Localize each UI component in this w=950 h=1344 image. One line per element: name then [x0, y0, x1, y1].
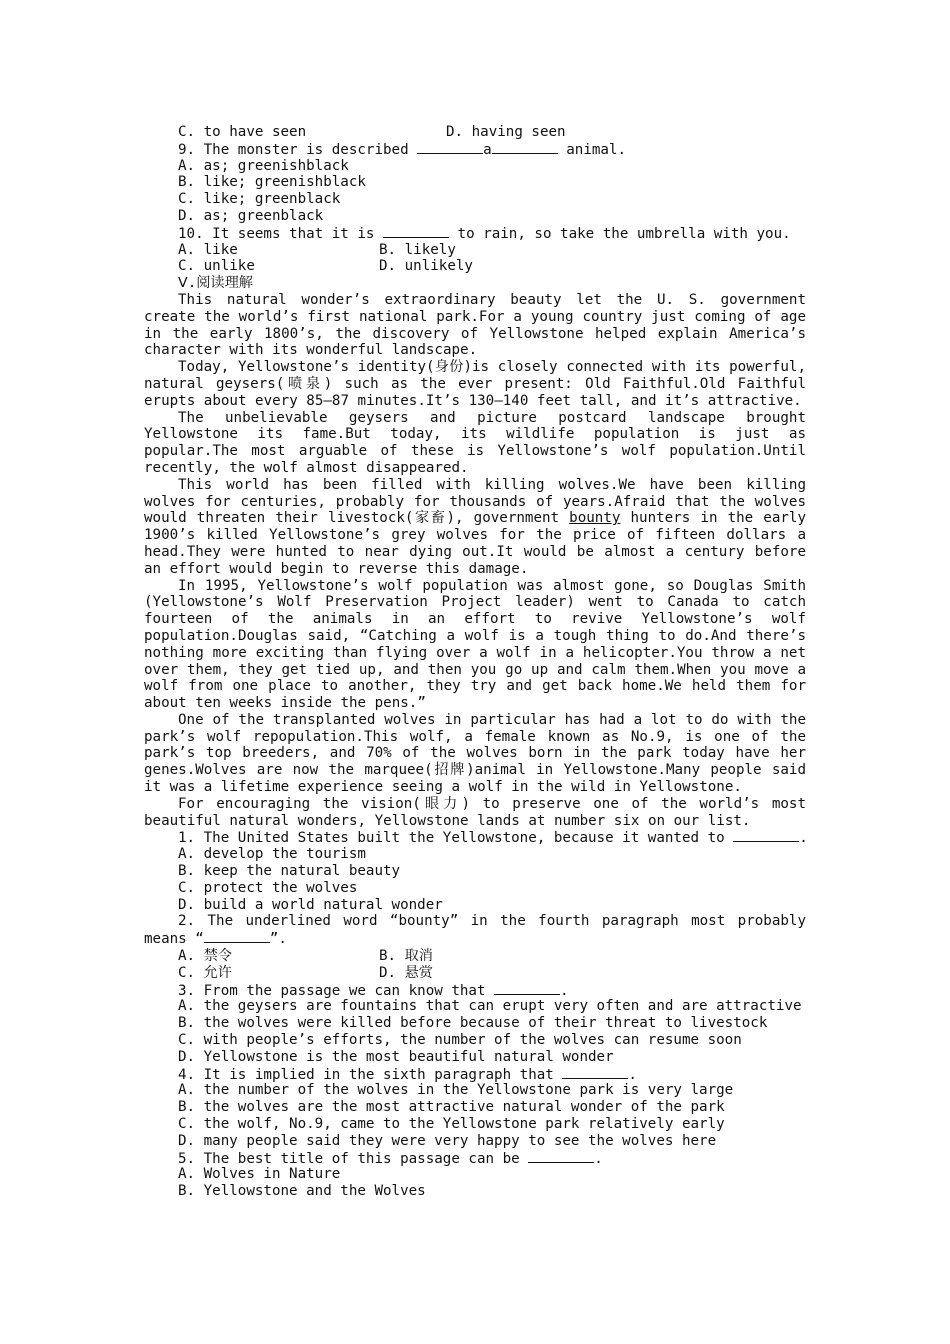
q8-option-c: C. to have seen	[178, 124, 307, 140]
passage-paragraph-2: Today, Yellowstone’s identity(身份)is closely connected with its powerful, natural geysers(喷泉) such as the ever present: Old Faithful.Old Faithful erupts about every 85—87 minutes.It’s 130—140 feet tall, and it’s attractive.	[144, 359, 806, 409]
passage-paragraph-5: In 1995, Yellowstone’s wolf population was almost gone, so Douglas Smith (Yellowstone’s Wolf Preservation Project leader) went to Canada to catch fourteen of the animals in an effort to revive Yellowstone’s wolf population.Douglas said, “Catching a wolf is a tough thing to do.And there’s nothing more exciting than flying over a wolf in a helicopter.You throw a net over them, they get tied up, and then you go up and calm them.When you move a wolf from one place to another, they try and get back home.We held them for about ten weeks inside the pens.”	[144, 577, 806, 712]
q1-stem: 1. The United States built the Yellowstone, because it wanted to .	[178, 830, 808, 847]
q4-option-d: D. many people said they were very happy to see the wolves here	[178, 1132, 717, 1149]
q2-options-cd	[144, 965, 806, 982]
q1-option-d: D. build a world natural wonder	[178, 896, 443, 913]
q8-options-cd	[144, 124, 806, 141]
q9-option-b: B. like; greenishblack	[178, 174, 366, 191]
q2-option-b: B. 取消	[379, 948, 433, 965]
q8-option-d: D. having seen	[446, 124, 566, 140]
q4-option-a: A. the number of the wolves in the Yellowstone park is very large	[178, 1082, 734, 1099]
q10-option-c: C. unlike	[178, 258, 255, 275]
q5-option-a: A. Wolves in Nature	[178, 1166, 341, 1183]
q9-option-a: A. as; greenishblack	[178, 157, 349, 174]
q2-option-d: D. 悬赏	[379, 964, 433, 981]
answer-blank	[204, 930, 270, 943]
q9-option-c: C. like; greenblack	[178, 191, 341, 208]
passage-paragraph-6: One of the transplanted wolves in particular has had a lot to do with the park’s wolf repopulation.This wolf, a female known as No.9, is one of the park’s top breeders, and 70% of the wolves born in the park today have her genes.Wolves are now the marquee(招牌)animal in Yellowstone.Many people said it was a lifetime experience seeing a wolf in the wild in Yellowstone.	[144, 711, 806, 796]
q3-stem: 3. From the passage we can know that .	[178, 982, 569, 999]
answer-blank	[417, 141, 483, 154]
q3-option-b: B. the wolves were killed before because of their threat to livestock	[178, 1015, 768, 1032]
q4-option-c: C. the wolf, No.9, came to the Yellowstone park relatively early	[178, 1116, 725, 1133]
q1-option-c: C. protect the wolves	[178, 879, 358, 896]
answer-blank	[528, 1150, 594, 1163]
passage-paragraph-7: For encouraging the vision(眼力) to preserve one of the world’s most beautiful natural wonders, Yellowstone lands at number six on our list.	[144, 795, 806, 829]
q2-options-ab	[144, 948, 806, 965]
document-page	[144, 124, 806, 1200]
passage-paragraph-3: The unbelievable geysers and picture postcard landscape brought Yellowstone its fame.But today, its wildlife population is just as popular.The most arguable of these is Yellowstone’s wolf population.Until recently, the wolf almost disappeared.	[144, 409, 806, 476]
q3-option-a: A. the geysers are fountains that can erupt very often and are attractive	[178, 998, 802, 1015]
q10-option-b: B. likely	[379, 241, 456, 258]
q10-options-ab	[144, 242, 806, 259]
q3-option-d: D. Yellowstone is the most beautiful natural wonder	[178, 1048, 614, 1065]
section-title: Ⅴ.阅读理解	[178, 275, 253, 292]
q1-option-b: B. keep the natural beauty	[178, 863, 401, 880]
answer-blank	[492, 141, 558, 154]
answer-blank	[733, 829, 799, 842]
q1-option-a: A. develop the tourism	[178, 846, 366, 863]
q10-option-a: A. like	[178, 241, 238, 258]
q3-option-c: C. with people’s efforts, the number of the wolves can resume soon	[178, 1032, 742, 1049]
q10-stem: 10. It seems that it is to rain, so take the umbrella with you.	[178, 225, 791, 242]
q10-options-cd	[144, 258, 806, 275]
q5-stem: 5. The best title of this passage can be .	[178, 1150, 603, 1167]
q5-option-b: B. Yellowstone and the Wolves	[178, 1183, 426, 1200]
q4-stem: 4. It is implied in the sixth paragraph that .	[178, 1066, 637, 1083]
q9-stem: 9. The monster is described a animal.	[178, 141, 627, 158]
q10-option-d: D. unlikely	[379, 258, 473, 275]
q9-option-d: D. as; greenblack	[178, 207, 324, 224]
answer-blank	[383, 225, 449, 238]
answer-blank	[494, 982, 560, 995]
q2-option-a: A. 禁令	[178, 948, 232, 965]
passage-paragraph-1: This natural wonder’s extraordinary beauty let the U. S. government create the world’s first national park.For a young country just coming of age in the early 1800’s, the discovery of Yellowstone helped explain America’s character with its wonderful landscape.	[144, 291, 806, 359]
passage-paragraph-4: This world has been filled with killing wolves.We have been killing wolves for centuries, probably for thousands of years.Afraid that the wolves would threaten their livestock(家畜), government bounty hunters in the early 1900’s killed Yellowstone’s grey wolves for the price of fifteen dollars a head.They were hunted to near dying out.It would be almost a century before an effort would begin to reverse this damage.	[144, 476, 807, 577]
q2-stem: 2. The underlined word “bounty” in the fourth paragraph most probably means “ ”.	[144, 913, 806, 948]
answer-blank	[562, 1066, 628, 1079]
q4-option-b: B. the wolves are the most attractive natural wonder of the park	[178, 1099, 725, 1116]
underlined-word-bounty: bounty	[569, 510, 621, 527]
q2-option-c: C. 允许	[178, 964, 232, 981]
